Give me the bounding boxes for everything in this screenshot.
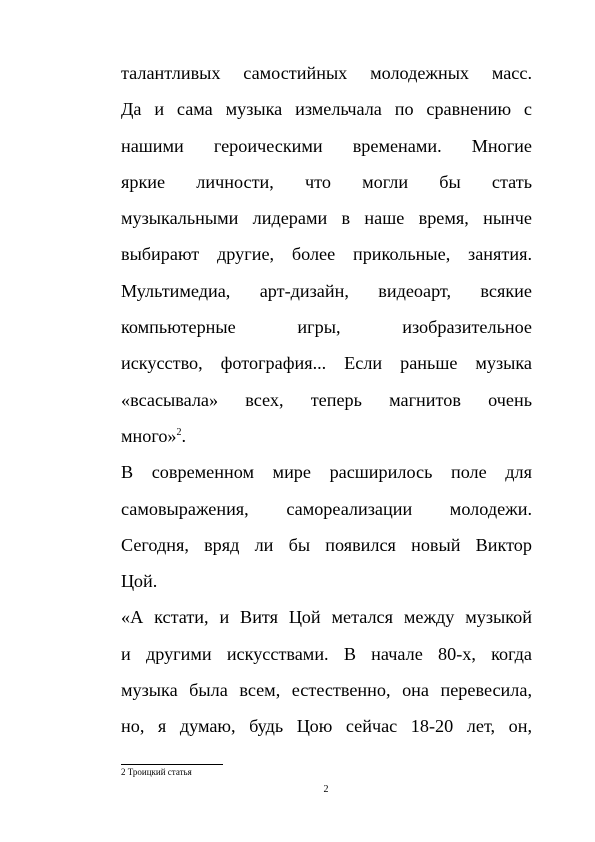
text-line: нашими героическими временами. Многие [121, 135, 532, 156]
text-line: Цой. [121, 571, 158, 592]
text-line: самовыражения, самореализации молодежи. [121, 498, 532, 519]
page-number: 2 [323, 784, 329, 795]
text-fragment: много» [121, 425, 177, 446]
sentence-end: . [181, 425, 187, 446]
text-line: Мультимедиа, арт-дизайн, видеоарт, всякие [121, 280, 532, 301]
text-line: и другими искусствами. В начале 80-х, когда [121, 643, 532, 664]
footnote-separator [121, 764, 223, 765]
footnote-reference[interactable]: 2 [176, 426, 182, 438]
text-line: «всасывала» всех, теперь магнитов очень [121, 389, 532, 410]
text-line: выбирают другие, более прикольные, занятия. [121, 244, 532, 265]
text-line: яркие личности, что могли бы стать [121, 171, 532, 192]
text-line: «А кстати, и Витя Цой метался между музыкой [121, 607, 532, 628]
text-line: Да и сама музыка измельчала по сравнению с [121, 99, 532, 120]
text-line: талантливых самостийных молодежных масс. [121, 63, 532, 83]
text-line: искусство, фотография... Если раньше музыка [121, 353, 532, 374]
text-line: музыкальными лидерами в наше время, нынче [121, 208, 532, 229]
text-line: В современном мире расширилось поле для [121, 462, 532, 483]
text-line-with-footnote [121, 418, 532, 454]
text-line: Сегодня, вряд ли бы появился новый Виктор [121, 534, 532, 555]
text-line: но, я думаю, будь Цою сейчас 18-20 лет, он, [121, 716, 532, 737]
footnote-text: 2 Троицкий статья [121, 767, 192, 777]
text-line: компьютерные игры, изобразительное [121, 317, 532, 338]
body-text [121, 55, 532, 745]
text-line: музыка была всем, естественно, она перевесила, [121, 680, 532, 701]
